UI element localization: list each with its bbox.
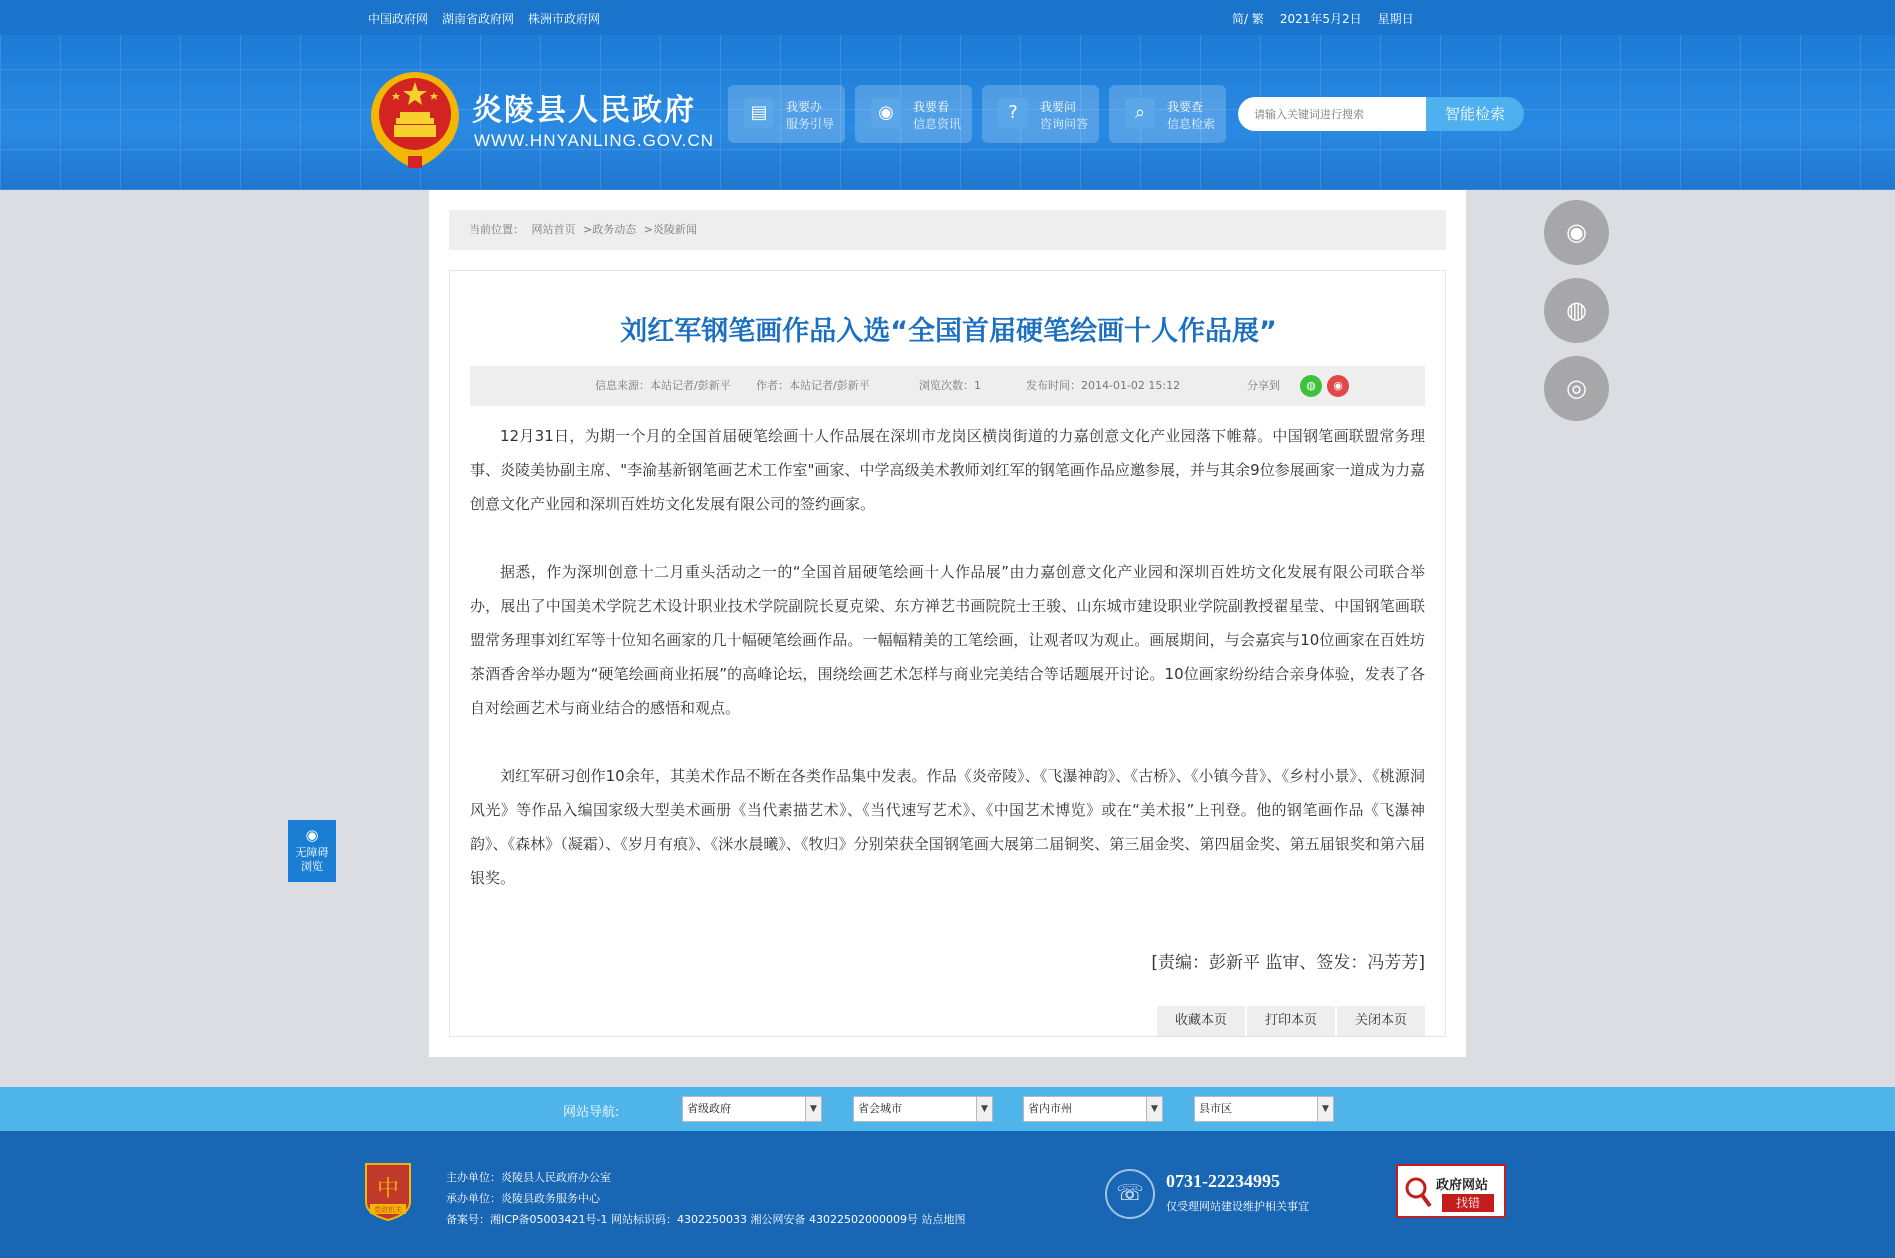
gov-links	[368, 10, 600, 27]
select-province-gov[interactable]	[682, 1096, 822, 1122]
breadcrumb	[449, 210, 1446, 250]
site-nav-label: 网站导航:	[563, 1105, 620, 1120]
link-zhuzhou-gov[interactable]: 株洲市政府网	[528, 12, 601, 26]
link-hunan-gov[interactable]: 湖南省政府网	[442, 12, 515, 26]
site-header	[0, 35, 1895, 190]
magnifier-icon	[1404, 1174, 1432, 1210]
document-icon: ▤	[744, 98, 774, 128]
svg-text:中: 中	[376, 1177, 400, 1202]
error-report-sublabel: 找错	[1442, 1194, 1494, 1212]
article-tools	[1157, 1006, 1425, 1036]
bookmark-button[interactable]: 收藏本页	[1157, 1006, 1245, 1036]
search-box	[1238, 97, 1524, 131]
site-title[interactable]: 炎陵县人民政府	[472, 93, 696, 128]
chevron-down-icon: ▼	[1146, 1097, 1162, 1121]
search-input[interactable]	[1238, 97, 1428, 131]
footer-host: 主办单位：炎陵县人民政府办公室	[446, 1171, 611, 1184]
article-meta	[470, 366, 1425, 406]
article-author: 作者：本站记者/彭新平	[756, 379, 870, 392]
share-label: 分享到	[1247, 379, 1280, 392]
breadcrumb-gov-news[interactable]: >政务动态	[583, 223, 637, 236]
service-label: 我要问	[1040, 100, 1077, 114]
service-label: 我要办	[786, 100, 823, 114]
eye-icon: ◉	[871, 98, 901, 128]
phone-icon: ☏	[1105, 1169, 1155, 1219]
footer-phone: 0731-22234995	[1166, 1171, 1280, 1191]
footer-operator: 承办单位：炎陵县政务服务中心	[446, 1192, 600, 1205]
article-title: 刘红军钢笔画作品入选“全国首届硬笔绘画十人作品展”	[620, 316, 1277, 347]
main-content	[429, 190, 1466, 1057]
print-button[interactable]: 打印本页	[1247, 1006, 1335, 1036]
chevron-down-icon: ▼	[1317, 1097, 1333, 1121]
question-icon: ?	[998, 98, 1028, 128]
lang-switch[interactable]: 简/ 繁	[1232, 12, 1264, 26]
select-prefecture-cities[interactable]	[1023, 1096, 1163, 1122]
service-sublabel: 信息资讯	[913, 117, 962, 131]
select-capital-cities[interactable]	[853, 1096, 993, 1122]
service-kan[interactable]	[855, 85, 972, 143]
link-china-gov[interactable]: 中国政府网	[368, 12, 429, 26]
eye-icon: ◉	[305, 826, 319, 844]
service-label: 我要查	[1167, 100, 1204, 114]
service-ban[interactable]	[728, 85, 845, 143]
weibo-share-icon[interactable]: ◉	[1327, 375, 1349, 397]
article-body	[470, 419, 1425, 929]
breadcrumb-home[interactable]: 网站首页	[531, 223, 576, 236]
article-paragraph: 12月31日，为期一个月的全国首届硬笔绘画十人作品展在深圳市龙岗区横岗街道的力嘉创意文化产业园落下帷幕。中国钢笔画联盟常务理事、炎陵美协副主席、"李渝基新钢笔画艺术工作室"画家、中学高级美术教师刘红军的钢笔画作品应邀参展，并与其余9位参展画家一道成为力嘉创意文化产业园和深圳百姓坊文化发展有限公司的签约画家。	[470, 427, 1425, 513]
gov-site-error-report-button[interactable]	[1396, 1164, 1506, 1218]
select-value: 县市区	[1199, 1102, 1232, 1115]
service-label: 我要看	[913, 100, 950, 114]
article	[449, 270, 1446, 1037]
search-button[interactable]: 智能检索	[1426, 97, 1524, 131]
search-icon: ⌕	[1125, 98, 1155, 128]
article-paragraph: 刘红军研习创作10余年，其美术作品不断在各类作品集中发表。作品《炎帝陵》、《飞瀑神韵》、《古桥》、《小镇今昔》、《乡村小景》、《桃源洞风光》等作品入编国家级大型美术画册《当代素描艺术》、《当代速写艺术》、《中国艺术博览》或在“美术报”上刊登。他的钢笔画作品《飞瀑神韵》、《森林》（凝霜）、《岁月有痕》、《洣水晨曦》、《牧归》分别荣获全国钢笔画大展第二届铜奖、第三届金奖、第四届金奖、第五届银奖和第六届银奖。	[470, 767, 1425, 887]
close-page-button[interactable]: 关闭本页	[1337, 1006, 1425, 1036]
service-wen[interactable]	[982, 85, 1099, 143]
accessibility-button[interactable]	[288, 820, 336, 882]
footer-record[interactable]: 备案号：湘ICP备05003421号-1 网站标识码：4302250033 湘公网安备 43022502000009号 站点地图	[446, 1213, 966, 1226]
service-sublabel: 咨询问答	[1040, 117, 1089, 131]
weibo-float-icon[interactable]: ◎	[1544, 356, 1609, 421]
footer-phone-note: 仅受理网站建设维护相关事宜	[1166, 1200, 1309, 1213]
service-sublabel: 服务引导	[786, 117, 835, 131]
error-report-label: 政府网站	[1436, 1178, 1489, 1193]
breadcrumb-yanling-news[interactable]: >炎陵新闻	[643, 223, 697, 236]
select-counties[interactable]	[1194, 1096, 1334, 1122]
wechat-float-icon[interactable]: ◍	[1544, 278, 1609, 343]
site-url: WWW.HNYANLING.GOV.CN	[474, 131, 715, 150]
wechat-share-icon[interactable]: ◍	[1300, 375, 1322, 397]
national-emblem-icon[interactable]	[366, 68, 464, 172]
party-gov-badge-icon[interactable]	[362, 1162, 414, 1222]
site-nav-bar	[0, 1087, 1895, 1131]
eye-float-icon[interactable]: ◉	[1544, 200, 1609, 265]
breadcrumb-label: 当前位置：	[469, 223, 524, 236]
site-footer	[0, 1131, 1895, 1258]
article-source: 信息来源：本站记者/彭新平	[595, 379, 731, 392]
top-bar	[0, 0, 1895, 35]
service-sublabel: 信息检索	[1167, 117, 1216, 131]
accessibility-label-2: 浏览	[301, 860, 323, 873]
editor-credit: [责编：彭新平 监审、签发：冯芳芳]	[1151, 953, 1425, 973]
service-cha[interactable]	[1109, 85, 1226, 143]
current-weekday: 星期日	[1377, 12, 1414, 26]
current-date: 2021年5月2日	[1279, 12, 1362, 26]
top-right	[1232, 10, 1414, 27]
chevron-down-icon: ▼	[805, 1097, 821, 1121]
chevron-down-icon: ▼	[976, 1097, 992, 1121]
accessibility-label-1: 无障碍	[295, 846, 329, 859]
article-paragraph: 据悉，作为深圳创意十二月重头活动之一的“全国首届硬笔绘画十人作品展”由力嘉创意文化产业园和深圳百姓坊文化发展有限公司联合举办，展出了中国美术学院艺术设计职业技术学院副院长夏克梁、东方禅艺书画院院士王骏、山东城市建设职业学院副教授翟星莹、中国钢笔画联盟常务理事刘红军等十位知名画家的几十幅硬笔绘画作品。一幅幅精美的工笔绘画，让观者叹为观止。画展期间，与会嘉宾与10位画家在百姓坊茶酒香舍举办题为“硬笔绘画商业拓展”的高峰论坛，围绕绘画艺术怎样与商业完美结合等话题展开讨论。10位画家纷纷结合亲身体验，发表了各自对绘画艺术与商业结合的感悟和观点。	[470, 563, 1425, 717]
footer-info	[446, 1167, 965, 1230]
article-views: 浏览次数：1	[919, 379, 981, 392]
select-value: 省内市州	[1028, 1102, 1072, 1115]
article-date: 发布时间：2014-01-02 15:12	[1026, 379, 1181, 392]
select-value: 省会城市	[858, 1102, 902, 1115]
select-value: 省级政府	[687, 1102, 731, 1115]
badge-text: 党政机关	[374, 1206, 402, 1214]
